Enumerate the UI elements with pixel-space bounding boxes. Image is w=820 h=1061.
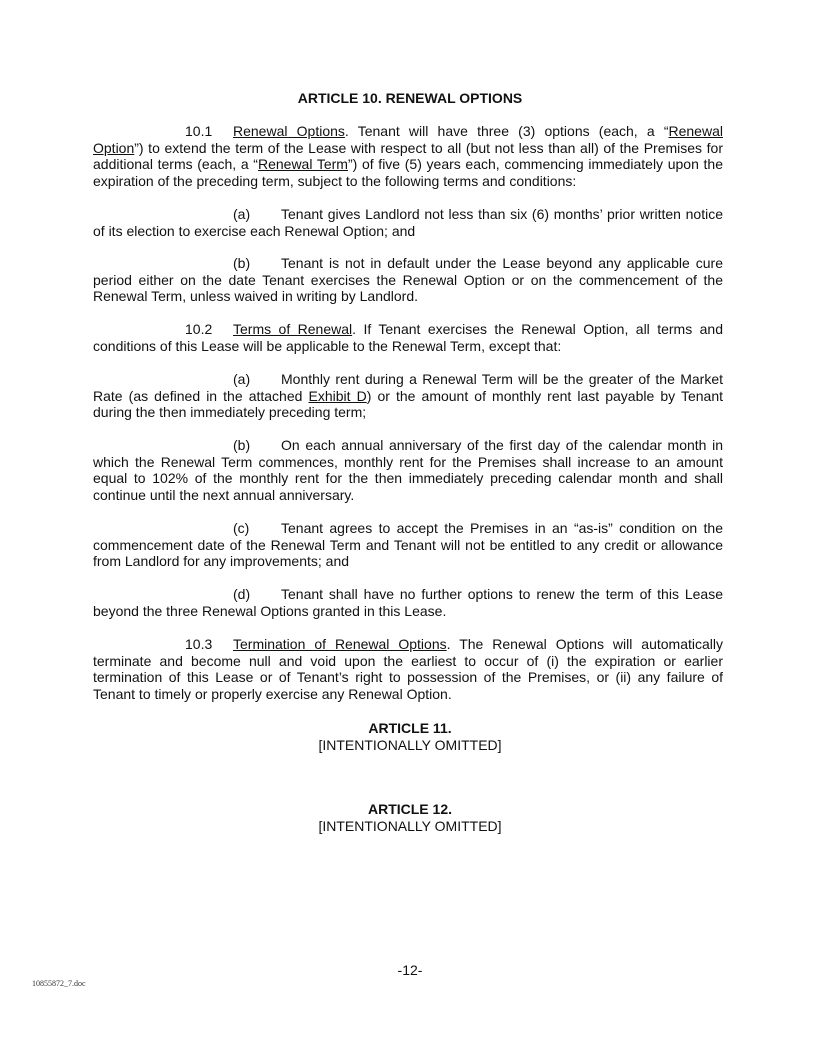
article-10-title: ARTICLE 10. RENEWAL OPTIONS: [297, 90, 523, 106]
defined-term: Renewal Term: [257, 156, 348, 172]
clause-label: (b): [233, 255, 251, 271]
clause-label: (d): [233, 586, 251, 602]
clause-text: Tenant gives Landlord not less than six (6) months’ prior written notice of its election to exercise each Renewal Option; and: [93, 206, 723, 239]
article-12-subtitle: [INTENTIONALLY OMITTED]: [318, 818, 502, 834]
clause-10-2-c: [93, 520, 723, 570]
clause-label: (a): [233, 206, 251, 222]
article-11-subtitle: [INTENTIONALLY OMITTED]: [318, 737, 502, 753]
clause-text: On each annual anniversary of the first day of the calendar month in which the Renewal Term commences, monthly rent for the Premises shall increase to an amount equal to 102% of the monthly rent for the then immediately preceding calendar month and shall continue until the next annual anniversary.: [93, 437, 723, 503]
article-12-title: ARTICLE 12.: [367, 801, 452, 817]
clause-text: Tenant is not in default under the Lease beyond any applicable cure period either on the date Tenant exercises the Renewal Option or on the commencement of the Renewal Term, unless waived in writing by Landlord.: [93, 255, 723, 304]
clause-label: (c): [233, 520, 250, 536]
clause-text: Tenant agrees to accept the Premises in an “as-is” condition on the commencement date of the Renewal Term and Tenant will not be entitled to any credit or allowance from Landlord for any improvements; and: [93, 520, 723, 569]
article-11-title: ARTICLE 11.: [368, 720, 452, 736]
clause-10-2-b: [93, 437, 723, 503]
document-id: 10855872_7.doc: [32, 979, 86, 988]
section-number: 10.1: [185, 123, 213, 139]
clause-10-2-d: [93, 586, 723, 619]
clause-text: Tenant shall have no further options to renew the term of this Lease beyond the three Renewal Options granted in this Lease.: [93, 586, 723, 619]
section-number: 10.2: [185, 321, 213, 337]
section-10-1: 10.1 Renewal Options. Tenant will have three (3) options (each, a “Renewal Option”) to extend the term of the Lease with respect to all (but not less than all) of the Premises for additional terms (each, a “Renewal Term”) of five (5) years each, commencing immediately upon the expiration of the preceding term, subject to the following terms and conditions:: [93, 123, 723, 189]
section-heading: Renewal Options: [233, 123, 345, 139]
section-10-3: 10.3 Termination of Renewal Options. The Renewal Options will automatically terminate and become null and void upon the earliest to occur of (i) the expiration or earlier termination of this Lease or of Tenant’s right to possession of the Premises, or (ii) any failure of Tenant to timely or properly exercise any Renewal Option.: [93, 636, 724, 702]
exhibit-reference: Exhibit D: [308, 387, 367, 404]
section-heading: Termination of Renewal Options: [233, 636, 447, 652]
clause-10-2-a: (a) Monthly rent during a Renewal Term will be the greater of the Market Rate (as defined in the attached Exhibit D) or the amount of monthly rent last payable by Tenant during the then immediately preceding term;: [93, 371, 723, 420]
section-heading: Terms of Renewal: [233, 321, 353, 337]
section-number: 10.3: [185, 636, 213, 652]
clause-label: (b): [233, 437, 251, 453]
clause-label: (a): [233, 371, 251, 387]
section-10-2: 10.2 Terms of Renewal. If Tenant exercises the Renewal Option, all terms and conditions of this Lease will be applicable to the Renewal Term, except that:: [93, 321, 723, 354]
clause-10-1-b: [93, 255, 723, 305]
defined-term: Renewal Option: [93, 123, 723, 156]
clause-10-1-a: [93, 206, 723, 239]
page-number: -12-: [397, 962, 423, 978]
